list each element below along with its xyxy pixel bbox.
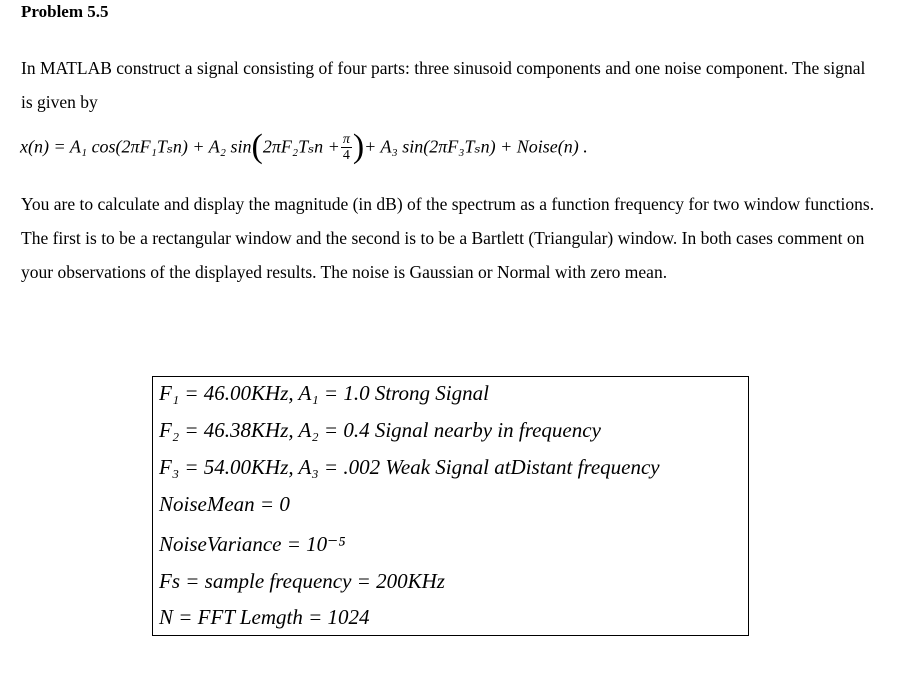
close-paren: ): [352, 128, 365, 165]
body-paragraph: You are to calculate and display the magnitude (in dB) of the spectrum as a function frequency for two window functions. The first is to be a rectangular window and the second is to be a Bartlett (Triangular) window. In both cases comment on your observations of the displayed results. The noise is Gaussian or Normal with zero mean.: [21, 194, 875, 282]
param-row-fft-length: N = FFT Lemgth = 1024: [159, 605, 370, 629]
param-row-f2: F₂ = 46.38KHz, A₂ = 0.4 Signal nearby in frequency: [159, 418, 601, 442]
param-row-f1: F₁ = 46.00KHz, A₁ = 1.0 Strong Signal: [159, 381, 489, 405]
equation-lhs: x(n) =: [20, 136, 70, 157]
param-row-noise-mean: NoiseMean = 0: [159, 492, 290, 516]
param-row-f3: F₃ = 54.00KHz, A₃ = .002 Weak Signal atDistant frequency: [159, 455, 660, 479]
param-row-sample-frequency: Fs = sample frequency = 200KHz: [159, 569, 445, 593]
problem-title: Problem 5.5: [21, 2, 109, 21]
open-paren: (: [251, 128, 263, 165]
equation-term3: + A₃ sin(2πF₃Tₛn) + Noise(n) .: [364, 136, 588, 157]
parameter-table: [152, 376, 749, 636]
pi-denominator: 4: [342, 147, 350, 163]
intro-paragraph: In MATLAB construct a signal consisting of four parts: three sinusoid components and one noise component. The signal is given by: [21, 58, 866, 112]
equation-term2-inner: 2πF₂Tₛn +: [262, 136, 340, 157]
param-row-noise-variance: NoiseVariance = 10⁻⁵: [159, 532, 346, 556]
pi-numerator: π: [342, 131, 350, 147]
pi-over-four: [341, 132, 352, 163]
equation-term1: A₁ cos(2πF₁Tₛn) + A₂ sin: [69, 136, 252, 157]
signal-equation: [20, 128, 880, 176]
